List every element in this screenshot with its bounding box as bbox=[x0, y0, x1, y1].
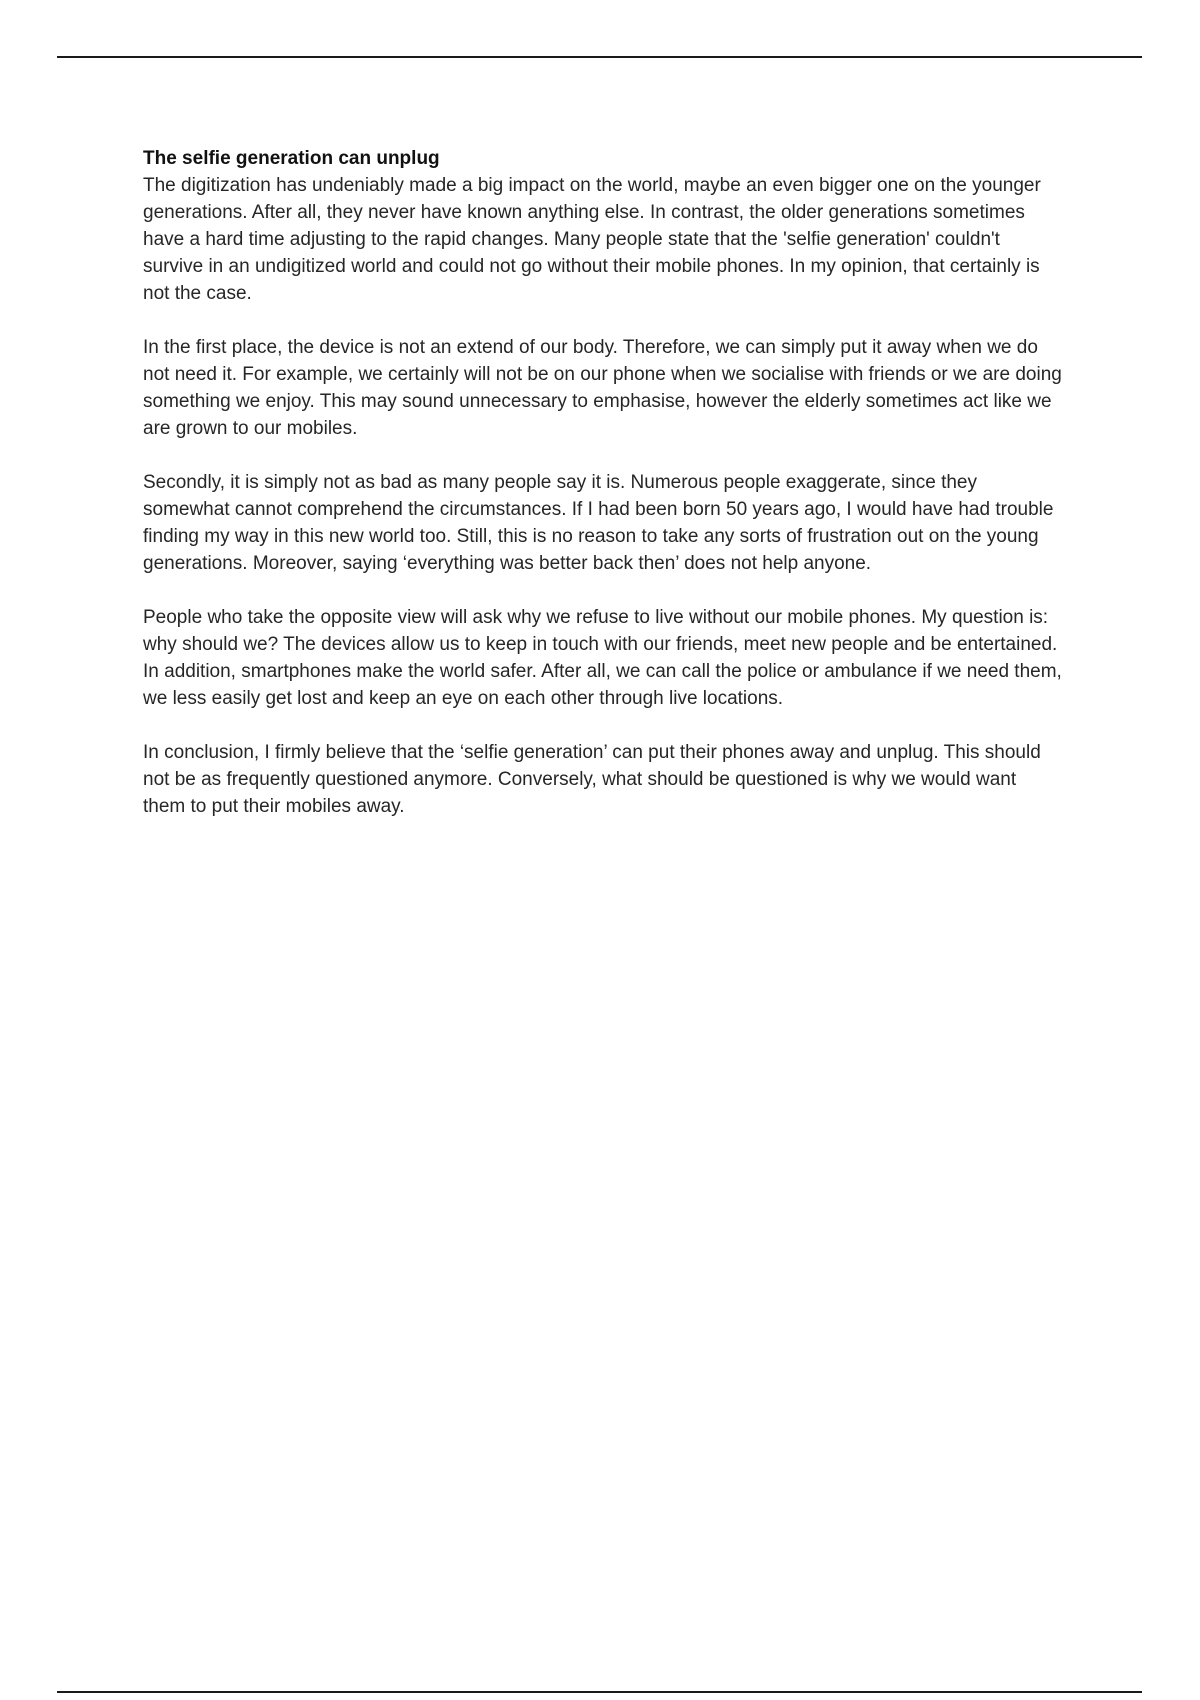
paragraph-introduction: The digitization has undeniably made a big impact on the world, maybe an even bigger one on the younger generations. After all, they never have known anything else. In contrast, the older generations sometimes have a hard time adjusting to the rapid changes. Many people state that the 'selfie generation' couldn't survive in an undigitized world and could not go without their mobile phones. In my opinion, that certainly is not the case. bbox=[143, 175, 1041, 304]
paragraph-second-argument: Secondly, it is simply not as bad as many people say it is. Numerous people exaggerate, since they somewhat cannot comprehend the circumstances. If I had been born 50 years ago, I would have had trouble finding my way in this new world too. Still, this is no reason to take any sorts of frustration out on the young generations. Moreover, saying ‘everything was better back then’ does not help anyone. bbox=[143, 472, 1054, 574]
document-title: The selfie generation can unplug bbox=[143, 148, 440, 169]
paragraph-first-argument: In the first place, the device is not an extend of our body. Therefore, we can simply put it away when we do not need it. For example, we certainly will not be on our phone when we socialise with friends or we are doing something we enjoy. This may sound unnecessary to emphasise, however the elderly sometimes act like we are grown to our mobiles. bbox=[143, 337, 1062, 439]
paragraph-conclusion: In conclusion, I firmly believe that the ‘selfie generation’ can put their phones away and unplug. This should not be as frequently questioned anymore. Conversely, what should be questioned is why we would want them to put their mobiles away. bbox=[143, 742, 1041, 817]
document-body bbox=[143, 145, 1063, 820]
header-rule bbox=[57, 56, 1142, 58]
footer-rule bbox=[57, 1691, 1142, 1693]
paragraph-counter-argument: People who take the opposite view will ask why we refuse to live without our mobile phones. My question is: why should we? The devices allow us to keep in touch with our friends, meet new people and be entertained. In addition, smartphones make the world safer. After all, we can call the police or ambulance if we need them, we less easily get lost and keep an eye on each other through live locations. bbox=[143, 607, 1062, 709]
